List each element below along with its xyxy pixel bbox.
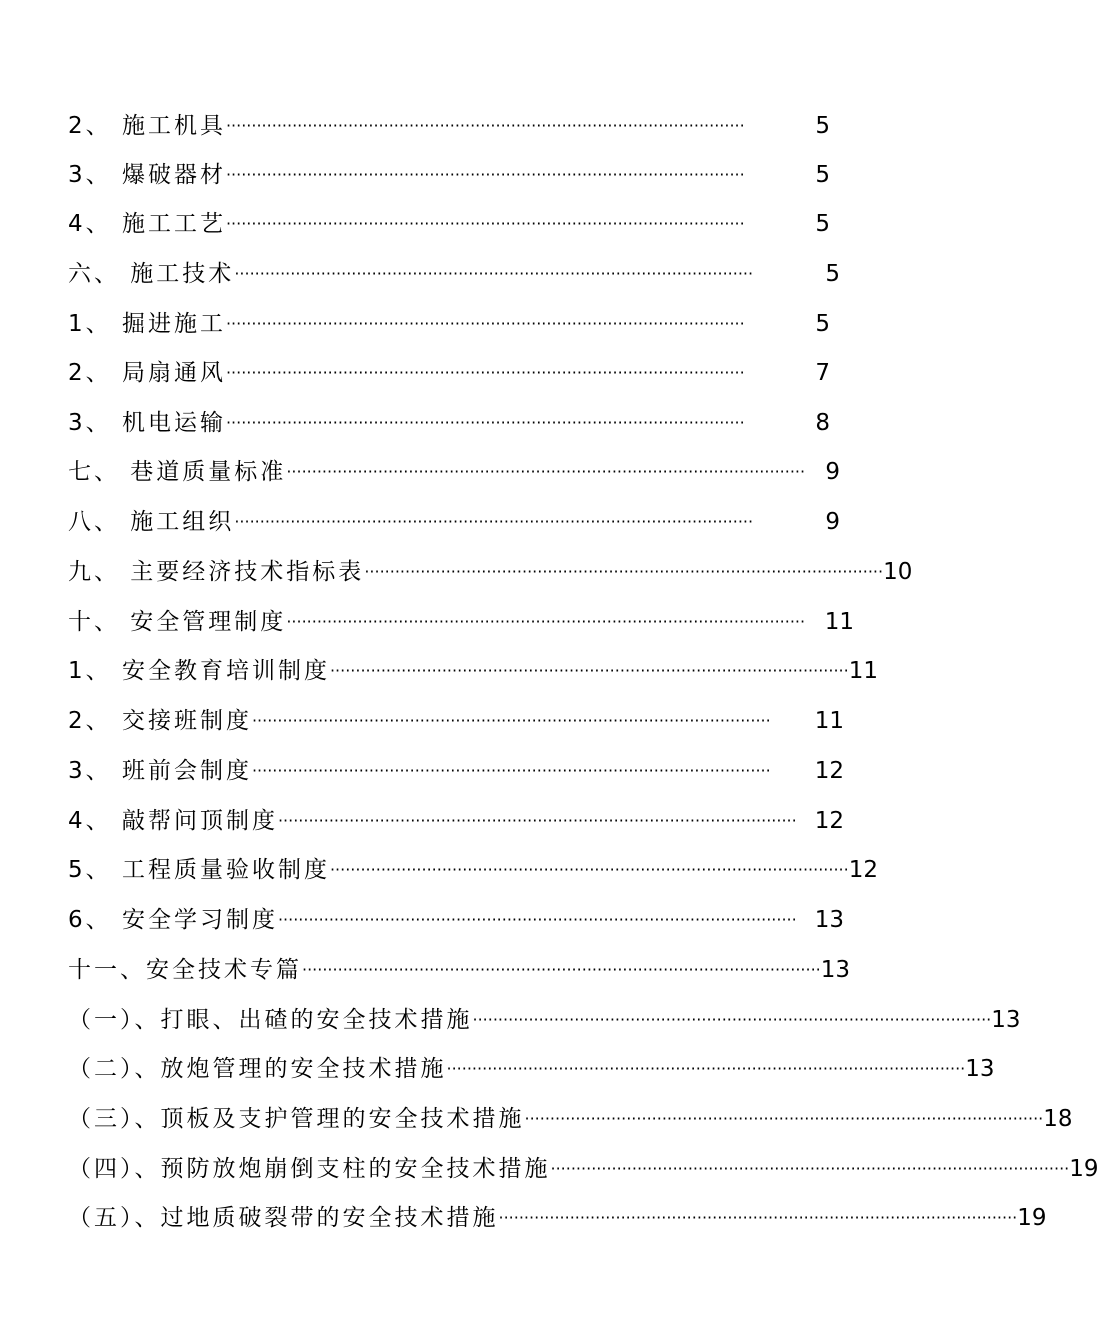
toc-dot-leader: ······································································································ [446,1059,966,1078]
toc-entry-page: 11 [814,708,844,734]
toc-entry[interactable] [68,755,844,787]
toc-entry-label: 十一、安全技术专篇 [68,957,302,983]
toc-dot-leader: ······································································································ [225,165,745,184]
toc-entry[interactable] [68,258,840,290]
toc-entry[interactable] [68,556,913,588]
toc-dot-leader: ······································································································ [277,811,797,830]
toc-entry-page: 12 [848,857,878,883]
toc-entry-label: 2、 施工机具 [68,113,226,139]
toc-entry-page: 9 [825,509,840,535]
toc-entry[interactable] [68,110,830,142]
toc-entry[interactable] [68,1103,1073,1135]
toc-entry-label: 七、 巷道质量标准 [68,459,287,485]
toc-dot-leader: ······································································································ [225,116,745,135]
toc-entry-label: 十、 安全管理制度 [68,609,287,635]
toc-entry-label: （三）、顶板及支护管理的安全技术措施 [68,1106,525,1132]
toc-entry[interactable] [68,357,830,389]
toc-entry-page: 19 [1017,1205,1047,1231]
toc-entry-label: 3、 机电运输 [68,410,226,436]
toc-entry[interactable] [68,904,844,936]
toc-dot-leader: ······································································································ [286,462,806,481]
toc-dot-leader: ······································································································ [234,512,754,531]
toc-dot-leader: ······································································································ [329,860,849,879]
toc-entry[interactable] [68,655,878,687]
toc-entry-page: 9 [825,459,840,485]
toc-entry-label: 九、 主要经济技术指标表 [68,559,365,585]
toc-dot-leader: ······································································································ [286,612,806,631]
toc-entry-label: （五）、过地质破裂带的安全技术措施 [68,1205,499,1231]
toc-entry-label: 5、 工程质量验收制度 [68,857,330,883]
toc-dot-leader: ······································································································ [225,314,745,333]
toc-entry-label: 6、 安全学习制度 [68,907,278,933]
toc-dot-leader: ······································································································ [364,562,884,581]
toc-dot-leader: ······································································································ [225,413,745,432]
toc-entry[interactable] [68,456,840,488]
toc-entry-label: 3、 爆破器材 [68,162,226,188]
toc-entry-label: 4、 施工工艺 [68,211,226,237]
toc-entry-label: 六、 施工技术 [68,261,235,287]
toc-entry-page: 13 [965,1056,995,1082]
toc-entry[interactable] [68,308,830,340]
toc-entry-label: 1、 安全教育培训制度 [68,658,330,684]
toc-dot-leader: ······································································································ [524,1109,1044,1128]
toc-entry-page: 7 [815,360,830,386]
toc-entry[interactable] [68,1053,995,1085]
toc-entry[interactable] [68,159,830,191]
toc-dot-leader: ······································································································ [329,661,849,680]
toc-entry-page: 11 [824,609,854,635]
toc-entry[interactable] [68,506,840,538]
toc-entry[interactable] [68,208,830,240]
toc-dot-leader: ······································································································ [225,363,745,382]
toc-entry-page: 8 [815,410,830,436]
toc-entry-label: 2、 交接班制度 [68,708,252,734]
toc-entry-page: 5 [815,211,830,237]
toc-entry-page: 12 [814,808,844,834]
toc-entry-page: 5 [815,113,830,139]
toc-dot-leader: ······································································································ [472,1010,992,1029]
toc-entry-label: （一）、打眼、出碴的安全技术措施 [68,1007,473,1033]
toc-entry[interactable] [68,407,830,439]
toc-dot-leader: ······································································································ [302,960,821,979]
toc-entry[interactable] [68,1202,1047,1234]
toc-entry-page: 5 [825,261,840,287]
toc-entry[interactable] [68,1153,1099,1185]
toc-dot-leader: ······································································································ [234,264,754,283]
toc-entry-page: 11 [848,658,878,684]
toc-entry-page: 13 [814,907,844,933]
toc-entry-label: 2、 局扇通风 [68,360,226,386]
toc-dot-leader: ······································································································ [277,910,797,929]
toc-entry-page: 5 [815,311,830,337]
toc-entry-page: 13 [820,957,851,983]
toc-entry-page: 18 [1043,1106,1073,1132]
toc-entry-label: 4、 敲帮问顶制度 [68,808,278,834]
toc-entry[interactable] [68,606,854,638]
toc-entry[interactable] [68,705,844,737]
toc-entry-label: （四）、预防放炮崩倒支柱的安全技术措施 [68,1156,551,1182]
toc-entry[interactable] [68,854,878,886]
toc-dot-leader: ······································································································ [498,1208,1018,1227]
toc-dot-leader: ······································································································ [550,1159,1070,1178]
toc-entry-label: 八、 施工组织 [68,509,235,535]
toc-entry-label: （二）、放炮管理的安全技术措施 [68,1056,447,1082]
toc-dot-leader: ······································································································ [251,711,771,730]
toc-entry-page: 13 [991,1007,1021,1033]
toc-entry[interactable] [68,1004,1021,1036]
toc-entry[interactable] [68,805,844,837]
toc-entry-page: 12 [814,758,844,784]
toc-entry-page: 10 [883,559,913,585]
toc-entry-label: 1、 掘进施工 [68,311,226,337]
toc-entry-label: 3、 班前会制度 [68,758,252,784]
toc-entry[interactable] [68,954,851,986]
toc-dot-leader: ······································································································ [251,761,771,780]
toc-dot-leader: ······································································································ [225,214,745,233]
toc-entry-page: 5 [815,162,830,188]
toc-entry-page: 19 [1069,1156,1099,1182]
